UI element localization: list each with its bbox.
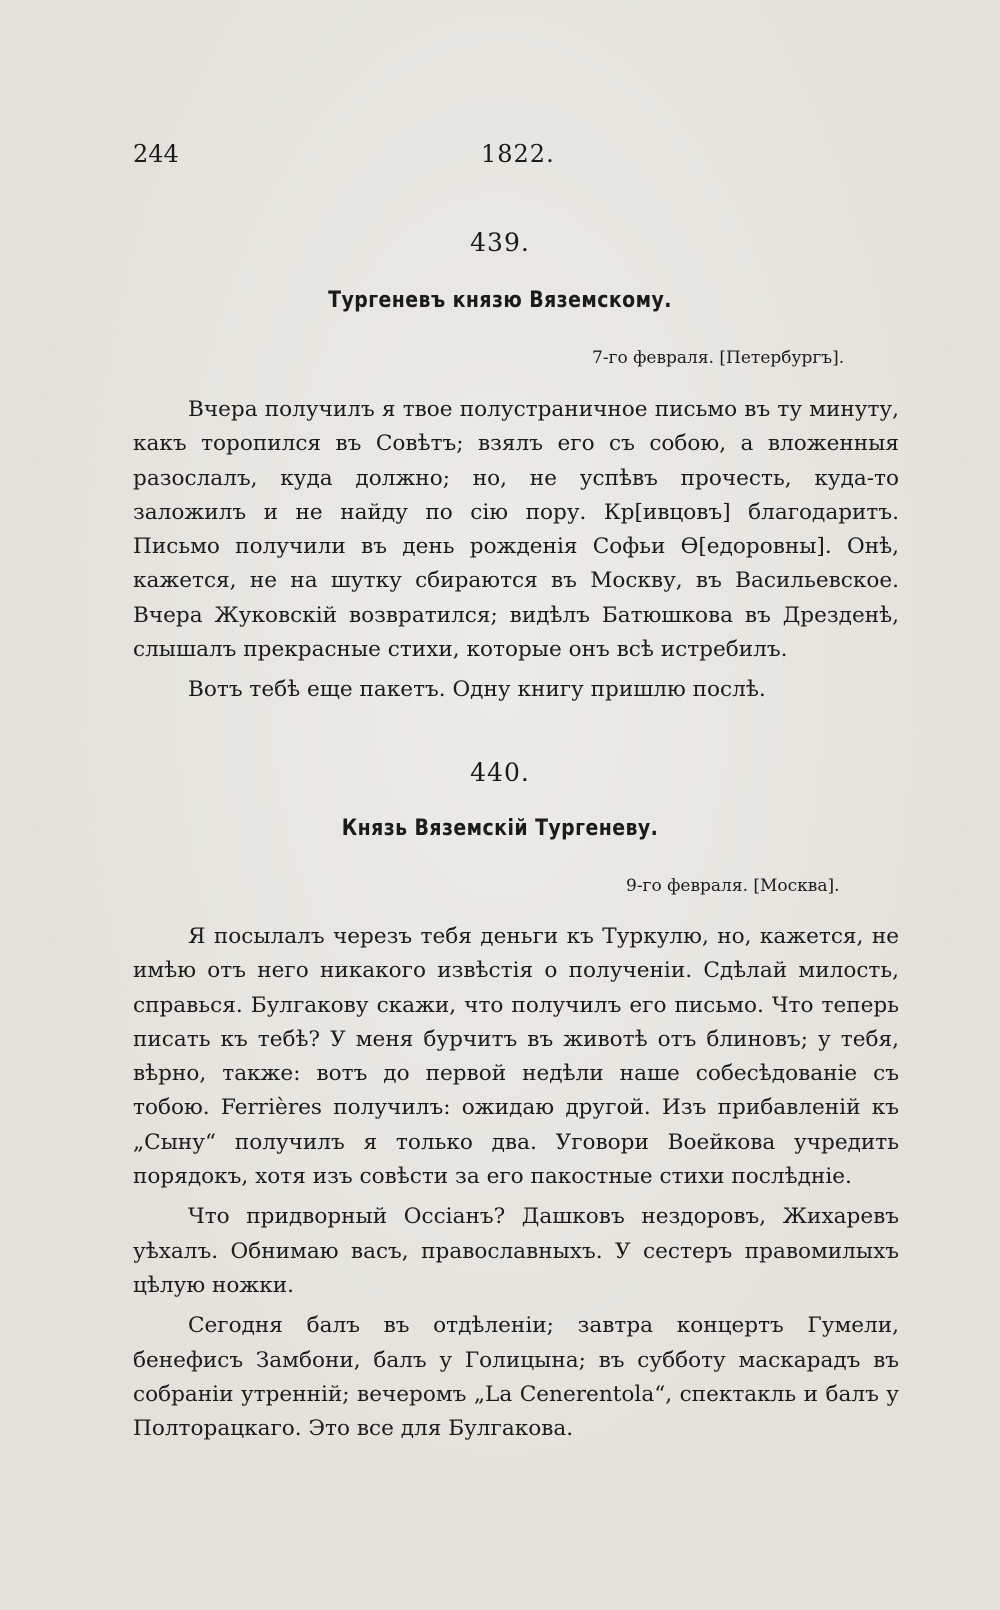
letter-date: 9-го февраля. [Москва]. — [626, 876, 840, 896]
letter-body — [133, 920, 899, 1446]
paragraph: Я посылалъ черезъ тебя деньги къ Туркулю, но, кажется, не имѣю отъ него никакого извѣстія о полученіи. Сдѣлай милость, справься. Булгакову скажи, что получилъ его письмо. Что теперь писать къ тебѣ? У меня бурчитъ въ животѣ отъ блиновъ; у тебя, вѣрно, также: вотъ до первой недѣли наше собесѣдованіе съ тобою. Ferrières получилъ: ожидаю другой. Изъ прибавленій къ „Сыну“ получилъ я только два. Уговори Воейкова учредить порядокъ, хотя изъ совѣсти за его пакостные стихи послѣдніе. — [133, 924, 899, 1190]
paragraph: Что придворный Оссіанъ? Дашковъ нездоровъ, Жихаревъ уѣхалъ. Обнимаю васъ, православныхъ. У сестеръ правомилыхъ цѣлую ножки. — [133, 1204, 899, 1298]
letter-body — [133, 393, 899, 708]
paragraph: Вотъ тебѣ еще пакетъ. Одну книгу пришлю послѣ. — [188, 677, 766, 703]
page-number: 244 — [133, 140, 179, 168]
letter-title: Князь Вяземскій Тургеневу. — [341, 816, 659, 841]
paragraph: Вчера получилъ я твое полустраничное письмо въ ту минуту, какъ торопился въ Совѣтъ; взялъ его съ собою, а вложенныя разослалъ, куда должно; но, не успѣвъ прочесть, куда-то заложилъ и не найду по сію пору. Кр[ивцовъ] благодаритъ. Письмо получили въ день рожденія Софьи Ѳ[едоровны]. Онѣ, кажется, не на шутку сбираются въ Москву, въ Васильевское. Вчера Жуковскій возвратился; видѣлъ Батюшкова въ Дрезденѣ, слышалъ прекрасные стихи, которые онъ всѣ истребилъ. — [133, 397, 899, 663]
paragraph: Сегодня балъ въ отдѣленіи; завтра концертъ Гумели, бенефисъ Замбони, балъ у Голицына; въ субботу маскарадъ въ собраніи утренній; вечеромъ „La Cenerentola“, спектакль и балъ у Полторацкаго. Это все для Булгакова. — [133, 1313, 899, 1442]
running-head — [133, 140, 903, 176]
letter-number: 439. — [470, 228, 530, 257]
running-head-year: 1822. — [481, 140, 555, 168]
letter-date: 7-го февраля. [Петербургъ]. — [592, 348, 845, 368]
letter-number: 440. — [470, 758, 530, 787]
letter-title: Тургеневъ князю Вяземскому. — [328, 288, 672, 313]
